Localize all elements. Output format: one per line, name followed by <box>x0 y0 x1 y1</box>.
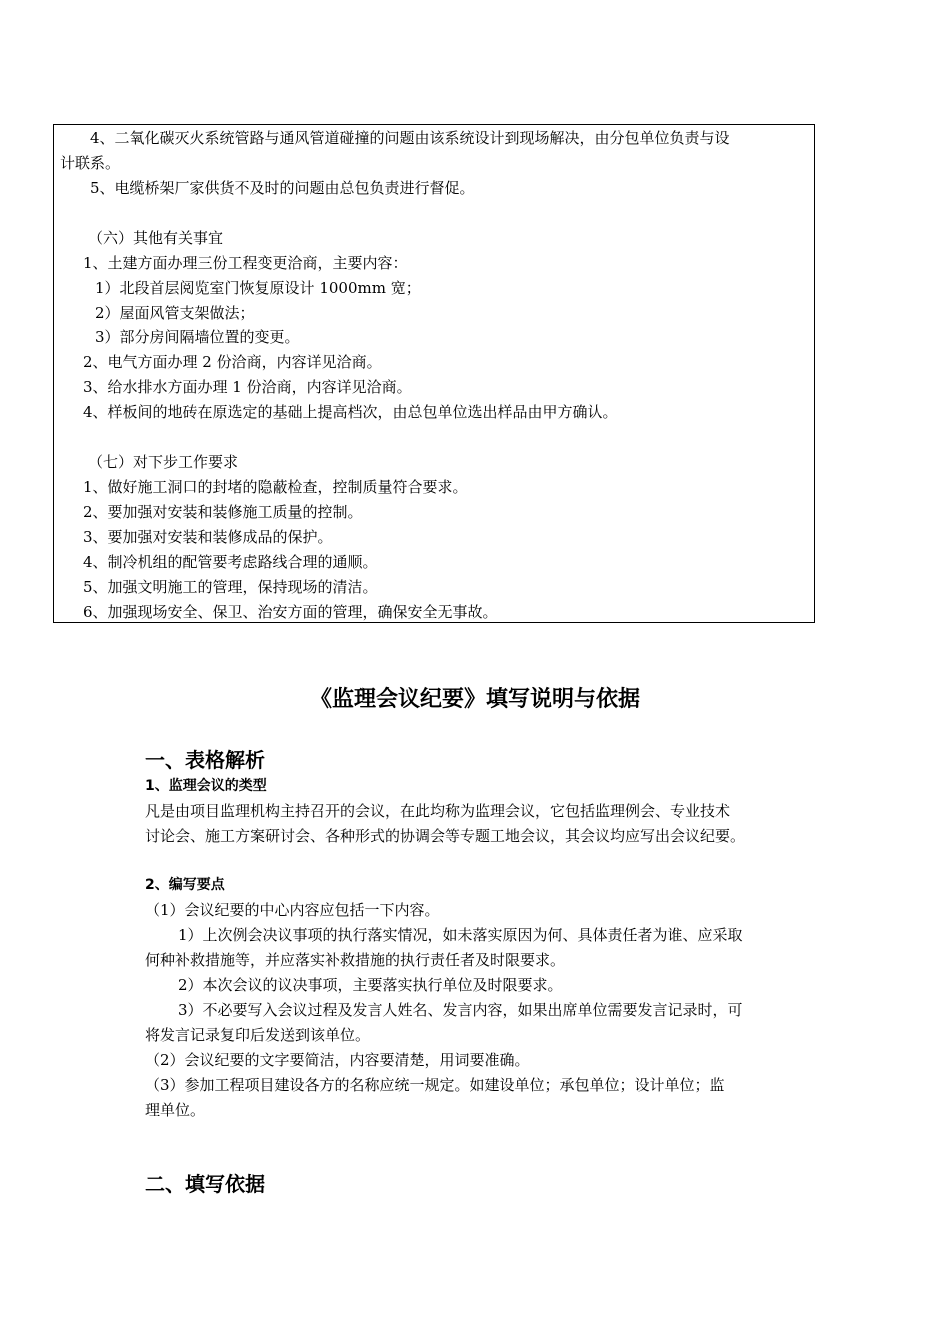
list-item: 3）部分房间隔墙位置的变更。 <box>95 328 300 346</box>
section-one-heading: 一、表格解析 <box>145 748 265 772</box>
list-item: 1、做好施工洞口的封堵的隐蔽检查，控制质量符合要求。 <box>83 478 468 496</box>
list-item: 3、给水排水方面办理 1 份洽商，内容详见洽商。 <box>83 378 412 396</box>
paragraph-line: 凡是由项目监理机构主持召开的会议，在此均称为监理会议，它包括监理例会、专业技术 <box>145 802 731 820</box>
paragraph-line: 2）本次会议的议决事项，主要落实执行单位及时限要求。 <box>178 976 563 994</box>
section-seven-heading: （七）对下步工作要求 <box>88 453 239 471</box>
list-item: 1、土建方面办理三份工程变更洽商，主要内容： <box>83 254 408 272</box>
paragraph-line: 1）上次例会决议事项的执行落实情况，如未落实原因为何、具体责任者为谁、应采取 <box>178 926 743 944</box>
paragraph-line: （2）会议纪要的文字要简洁，内容要清楚，用词要准确。 <box>145 1051 530 1069</box>
list-item: 2）屋面风管支架做法； <box>95 304 255 322</box>
section-six-heading: （六）其他有关事宜 <box>88 229 224 247</box>
list-item: 4、样板间的地砖在原选定的基础上提高档次，由总包单位选出样品由甲方确认。 <box>83 403 618 421</box>
paragraph-line: 何种补救措施等，并应落实补救措施的执行责任者及时限要求。 <box>145 951 566 969</box>
section-two-heading: 二、填写依据 <box>145 1172 265 1196</box>
subsection-1-heading: 1、监理会议的类型 <box>145 778 267 794</box>
item-5: 5、电缆桥架厂家供货不及时的问题由总包负责进行督促。 <box>90 179 475 197</box>
meeting-minutes-table <box>53 124 815 623</box>
page-title: 《监理会议纪要》填写说明与依据 <box>309 686 640 712</box>
paragraph-line: （3）参加工程项目建设各方的名称应统一规定。如建设单位；承包单位；设计单位；监 <box>145 1076 725 1094</box>
paragraph-line: （1）会议纪要的中心内容应包括一下内容。 <box>145 901 440 919</box>
list-item: 2、电气方面办理 2 份洽商，内容详见洽商。 <box>83 353 382 371</box>
list-item: 6、加强现场安全、保卫、治安方面的管理，确保安全无事故。 <box>83 603 498 621</box>
paragraph-line: 3）不必要写入会议过程及发言人姓名、发言内容，如果出席单位需要发言记录时，可 <box>178 1001 743 1019</box>
item-4-line2: 计联系。 <box>60 154 121 172</box>
list-item: 1）北段首层阅览室门恢复原设计 1000mm 宽； <box>95 279 421 297</box>
list-item: 4、制冷机组的配管要考虑路线合理的通顺。 <box>83 553 378 571</box>
paragraph-line: 理单位。 <box>145 1101 206 1119</box>
list-item: 3、要加强对安装和装修成品的保护。 <box>83 528 333 546</box>
list-item: 5、加强文明施工的管理，保持现场的清洁。 <box>83 578 378 596</box>
paragraph-line: 将发言记录复印后发送到该单位。 <box>145 1026 371 1044</box>
subsection-2-heading: 2、编写要点 <box>145 877 225 893</box>
paragraph-line: 讨论会、施工方案研讨会、各种形式的协调会等专题工地会议，其会议均应写出会议纪要。 <box>145 827 746 845</box>
item-4-line1: 4、二氧化碳灭火系统管路与通风管道碰撞的问题由该系统设计到现场解决，由分包单位负责与设 <box>90 129 730 147</box>
list-item: 2、要加强对安装和装修施工质量的控制。 <box>83 503 363 521</box>
